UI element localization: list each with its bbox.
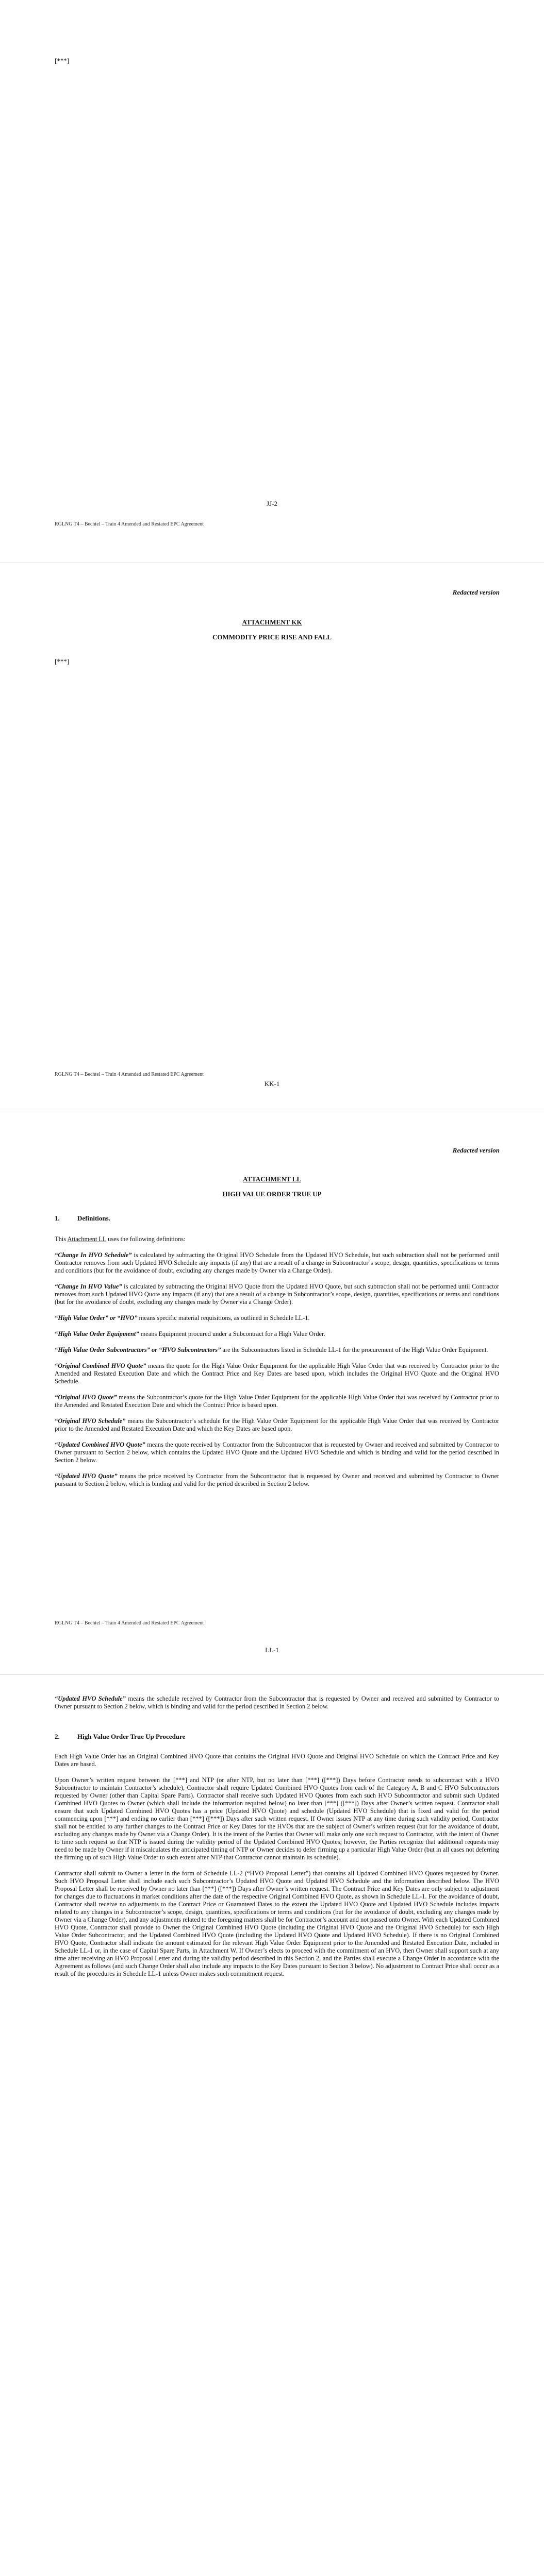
redacted-version-label: Redacted version (452, 1146, 500, 1154)
definition (55, 1417, 499, 1433)
definition-text: means specific material requisitions, as outlined in Schedule LL-1. (137, 1314, 310, 1321)
intro-text: This (55, 1235, 68, 1243)
definition (55, 1472, 499, 1488)
intro-paragraph (55, 1235, 499, 1243)
redaction-mark: [***] (55, 657, 70, 665)
attachment-title: HIGH VALUE ORDER TRUE UP (222, 1190, 322, 1198)
definition (55, 1330, 499, 1338)
definition (55, 1314, 499, 1322)
defined-term: “High Value Order Equipment” (55, 1330, 139, 1337)
section-title: Definitions. (77, 1214, 110, 1222)
attachment-heading: ATTACHMENT KK (242, 618, 302, 626)
page-footer: RGLNG T4 – Bechtel – Train 4 Amended and Restated EPC Agreement (55, 1072, 204, 1077)
definition-text: means the quote for the High Value Order Equipment for the applicable High Value Order that was received by Contractor prior to the Amended and Restated Execution Date and which the Contract Price and Key Dates are based upon, which includes the Original HVO Quote and the Original HVO Schedule. (55, 1362, 499, 1385)
defined-term: “Original HVO Schedule” (55, 1417, 126, 1425)
page-number: KK-1 (264, 1080, 280, 1088)
attachment-heading: ATTACHMENT LL (242, 1175, 302, 1183)
definition (55, 1346, 499, 1354)
definition-text: means Equipment procured under a Subcontract for a High Value Order. (139, 1330, 325, 1337)
definition-text: are the Subcontractors listed in Schedule LL-1 for the procurement of the High Value Order Equipment. (221, 1346, 488, 1353)
defined-term: “Updated HVO Schedule” (55, 1695, 126, 1702)
defined-term: “Updated HVO Quote” (55, 1472, 118, 1480)
definitions-list (55, 1235, 499, 1496)
page-separator (0, 1674, 544, 1675)
attachment-title: COMMODITY PRICE RISE AND FALL (212, 633, 332, 641)
section-2-body (55, 1753, 499, 1986)
defined-term: “Updated Combined HVO Quote” (55, 1441, 145, 1448)
paragraph: Each High Value Order has an Original Combined HVO Quote that contains the Original HVO Quote and Original HVO Schedule on which the Contract Price and Key Dates are based. (55, 1753, 499, 1768)
definition (55, 1283, 499, 1306)
definition-text: means the price received by Contractor from the Subcontractor that is requested by Owner and received and submitted by Contractor to Owner pursuant to Section 2 below, which is binding and valid for the period described in Section 2 below. (55, 1472, 499, 1487)
defined-term: “High Value Order” or “HVO” (55, 1314, 138, 1321)
definition-text: is calculated by subtracting the Original HVO Quote from the Updated HVO Quote, but such subtraction shall not be performed until Contractor removes from such Updated HVO Quote any impacts (if any) that are a result of a change in Subcontractor’s scope, design, quantities, specifications or terms and conditions (but for the avoidance of doubt, excluding any changes made by Owner via a Change Order). (55, 1283, 499, 1306)
section-heading (55, 1214, 110, 1223)
section-heading (55, 1733, 185, 1741)
definition (55, 1362, 499, 1385)
section-number: 2. (55, 1733, 60, 1740)
defined-term: “Original HVO Quote” (55, 1394, 117, 1401)
attachment-reference: Attachment LL (67, 1235, 107, 1243)
definition (55, 1695, 499, 1710)
page-number: JJ-2 (267, 500, 277, 507)
section-number: 1. (55, 1214, 60, 1222)
page-ll2-body (55, 1695, 499, 1719)
definition-text: is calculated by subtracting the Original HVO Schedule from the Updated HVO Schedule, but such subtraction shall not be performed until Contractor removes from such Updated HVO Schedule any impacts (if any) that are a result of a change in Subcontractor’s scope, design, quantities, specifications or terms and conditions (but for the avoidance of doubt, excluding any changes made by Owner via a Change Order). (55, 1251, 499, 1274)
definition-text: means the Subcontractor’s schedule for the High Value Order Equipment for the applicable High Value Order that was received by Contractor prior to the Amended and Restated Execution Date and which the Key Dates are based upon. (55, 1417, 499, 1432)
intro-text: uses the following definitions: (106, 1235, 186, 1243)
page-footer: RGLNG T4 – Bechtel – Train 4 Amended and Restated EPC Agreement (55, 521, 204, 527)
redaction-mark: [***] (55, 57, 70, 64)
defined-term: “Change In HVO Value” (55, 1283, 122, 1290)
defined-term: “Original Combined HVO Quote” (55, 1362, 146, 1369)
page-number: LL-1 (265, 1646, 279, 1654)
definition-text: means the schedule received by Contractor from the Subcontractor that is requested by Owner and received and submitted by Contractor to Owner pursuant to Section 2 below, which is binding and valid for the period described in Section 2 below. (55, 1695, 499, 1710)
defined-term: “High Value Order Subcontractors” or “HVO Subcontractors” (55, 1346, 221, 1353)
definition (55, 1394, 499, 1409)
page-footer: RGLNG T4 – Bechtel – Train 4 Amended and Restated EPC Agreement (55, 1620, 204, 1626)
redacted-version-label: Redacted version (452, 588, 500, 596)
definition (55, 1251, 499, 1275)
definition (55, 1441, 499, 1464)
definition-text: means the quote received by Contractor from the Subcontractor that is requested by Owner and received and submitted by Contractor to Owner pursuant to Section 2 below, which contains the Updated HVO Quote and the Updated HVO Schedule and which is binding and valid for the period described in Section 2 below. (55, 1441, 499, 1464)
defined-term: “Change In HVO Schedule” (55, 1251, 132, 1259)
paragraph: Upon Owner’s written request between the [***] and NTP (or after NTP, but no later than [***] ([***]) Days before Contractor needs to subcontract with a HVO Subcontractor to maintain Contractor’s schedule), Contractor shall require Updated Combined HVO Quotes from each of the Category A, B and C HVO Subcontractors requested by Owner (other than Capital Spare Parts). Contractor shall receive such Updated HVO Quotes from each such HVO Subcontractor and submit such Updated Combined HVO Quotes to Owner (which shall include the information required below) no later than [***] ([***]) Days after Owner’s written request. Contractor shall ensure that such Updated Combined HVO Quotes has a price (Updated HVO Quote) and schedule (Updated HVO Schedule) that is fixed and valid for the period commencing upon [***] and ending no earlier than [***] ([***]) Days after such written request. If Owner issues NTP at any time during such validity period, Contractor shall not be entitled to any further changes to the Contract Price or Key Dates for the HVOs that are the subject of Owner’s written request (but for the avoidance of doubt, excluding any changes made by Owner via a Change Order). It is the intent of the Parties that Owner will make only one such request to Contractor, with the intent of Owner to time such request so that NTP is issued during the validity period of the Updated Combined HVO Quotes; however, the Parties recognize that additional requests may need to be made by Owner if it miscalculates the anticipated timing of NTP or Owner decides to defer firming up a particular High Value Order (but in all cases not deferring the firming up of such High Value Order to such extent after NTP that Contractor cannot maintain its schedule). (55, 1776, 499, 1861)
definition-text: means the Subcontractor’s quote for the High Value Order Equipment for the applicable High Value Order that was received by Contractor prior to the Amended and Restated Execution Date and which the Contract Price is based upon. (55, 1394, 499, 1409)
section-title: High Value Order True Up Procedure (77, 1733, 186, 1740)
paragraph: Contractor shall submit to Owner a letter in the form of Schedule LL-2 (“HVO Proposal Letter”) that contains all Updated Combined HVO Quotes requested by Owner. Such HVO Proposal Letter shall include each such Subcontractor’s Updated HVO Quote and Updated HVO Schedule and the information described below. The HVO Proposal Letter shall be received by Owner no later than [***] ([***]) Days after Owner’s written request. The Contract Price and Key Dates are only subject to adjustment for changes due to fluctuations in market conditions after the date of the respective Original Combined HVO Quote, as shown in Schedule LL-1. For the avoidance of doubt, Contractor shall receive no adjustments to the Contract Price or Guaranteed Dates to the extent the Updated HVO Quote and Updated HVO Schedule includes impacts related to any changes in a Subcontractor’s scope, design, quantities, specifications or terms and conditions (but for the avoidance of doubt, excluding any changes made by Owner via a Change Order), and any adjustments related to the foregoing matters shall be for Contractor’s account and not passed onto Owner. With each Updated Combined HVO Quote, Contractor shall provide to Owner the Original Combined HVO Quote (including the Original HVO Quote and the Original HVO Schedule) for each High Value Order Subcontractor, and the Updated Combined HVO Quote (including the Updated HVO Quote and Updated HVO Schedule). If there is no Original Combined HVO Quote, Contractor shall indicate the amount estimated for the relevant High Value Order Equipment prior to the Amended and Restated Execution Date, included in Schedule LL-1 or, in the case of Capital Spare Parts, in Attachment W. If Owner’s elects to proceed with the commitment of an HVO, then Owner shall support such at any time after receiving an HVO Proposal Letter and during the validity period described in this Section 2, and the Parties shall execute a Change Order in accordance with the Agreement as follows (and such Change Order shall also include any impacts to the Key Dates pursuant to Section 3 below). No adjustment to Contract Price shall occur as a result of the procedures in Schedule LL-1 unless Owner makes such commitment request. (55, 1870, 500, 1977)
